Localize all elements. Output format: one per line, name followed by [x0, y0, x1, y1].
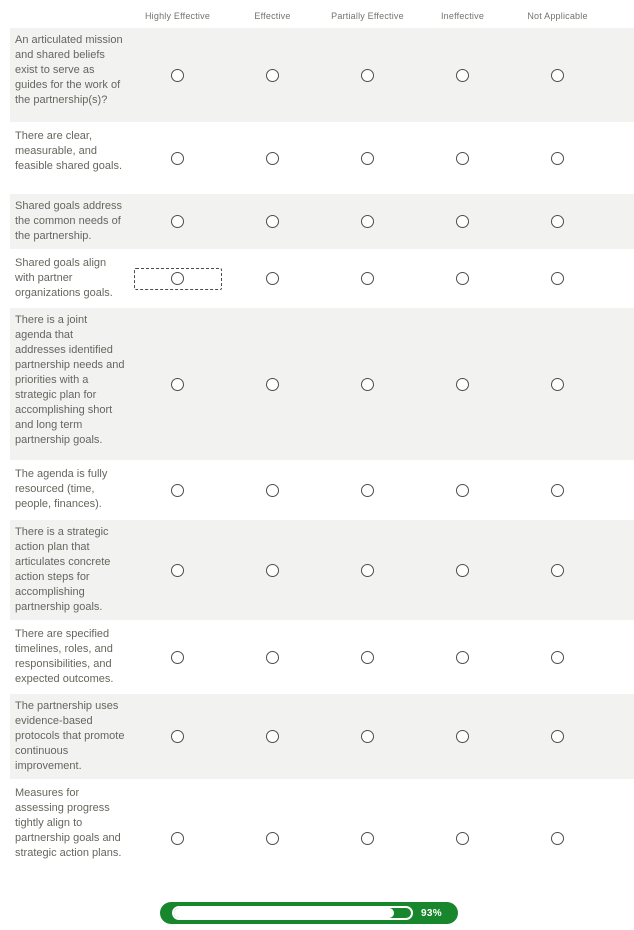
radio-button[interactable] — [456, 484, 469, 497]
radio-cell — [320, 622, 415, 692]
radio-button[interactable] — [456, 215, 469, 228]
radio-button[interactable] — [266, 152, 279, 165]
radio-button[interactable] — [361, 152, 374, 165]
radio-button-focused[interactable] — [171, 272, 184, 285]
radio-cell — [510, 520, 605, 620]
radio-button[interactable] — [171, 730, 184, 743]
question-label: There is a joint agenda that addresses identified partnership needs and priorities with a strategic plan for accomplishing short and long term partnership goals. — [15, 314, 125, 446]
radio-cell — [415, 462, 510, 518]
radio-button[interactable] — [456, 730, 469, 743]
radio-cell — [130, 308, 225, 460]
radio-button[interactable] — [171, 378, 184, 391]
radio-cell — [510, 308, 605, 460]
row-label-spacer — [10, 21, 130, 28]
radio-cell — [510, 462, 605, 518]
radio-cell — [510, 194, 605, 249]
radio-cell — [415, 308, 510, 460]
table-row — [10, 462, 634, 518]
radio-cell — [415, 694, 510, 779]
radio-cell — [320, 28, 415, 122]
radio-button[interactable] — [551, 651, 564, 664]
column-header-effective: Effective — [254, 11, 291, 21]
radio-button[interactable] — [266, 832, 279, 845]
radio-button[interactable] — [551, 832, 564, 845]
radio-cell — [415, 251, 510, 306]
radio-cell — [130, 694, 225, 779]
radio-cell — [320, 124, 415, 192]
radio-cell — [225, 124, 320, 192]
radio-cell — [130, 251, 225, 306]
radio-button[interactable] — [456, 651, 469, 664]
progress-percent-label: 93% — [421, 907, 442, 919]
table-row — [10, 194, 634, 249]
radio-button[interactable] — [551, 564, 564, 577]
radio-cell — [510, 622, 605, 692]
radio-cell — [415, 28, 510, 122]
table-row — [10, 622, 634, 692]
radio-button[interactable] — [456, 564, 469, 577]
radio-cell — [510, 28, 605, 122]
radio-cell — [225, 622, 320, 692]
column-header-partially-effective: Partially Effective — [331, 11, 404, 21]
radio-button[interactable] — [266, 484, 279, 497]
radio-cell — [415, 194, 510, 249]
radio-button[interactable] — [456, 378, 469, 391]
radio-button[interactable] — [551, 730, 564, 743]
radio-button[interactable] — [361, 378, 374, 391]
radio-cell — [320, 520, 415, 620]
question-label: The agenda is fully resourced (time, people, finances). — [15, 468, 108, 510]
radio-cell — [415, 520, 510, 620]
question-label: The partnership uses evidence-based protocols that promote continuous improvement. — [15, 700, 125, 772]
table-row — [10, 251, 634, 306]
column-header-ineffective: Ineffective — [440, 11, 485, 21]
radio-button[interactable] — [456, 152, 469, 165]
radio-button[interactable] — [171, 69, 184, 82]
radio-button[interactable] — [551, 272, 564, 285]
radio-button[interactable] — [361, 272, 374, 285]
table-row — [10, 781, 634, 896]
radio-button[interactable] — [266, 69, 279, 82]
radio-cell — [320, 781, 415, 896]
radio-cell — [225, 694, 320, 779]
radio-button[interactable] — [171, 651, 184, 664]
radio-button[interactable] — [266, 651, 279, 664]
question-label: There are specified timelines, roles, and responsibilities, and expected outcomes. — [15, 628, 114, 685]
table-row — [10, 124, 634, 192]
radio-cell — [320, 308, 415, 460]
radio-button[interactable] — [456, 832, 469, 845]
radio-button[interactable] — [551, 215, 564, 228]
table-row — [10, 520, 634, 620]
radio-cell — [130, 194, 225, 249]
question-label: Shared goals align with partner organizations goals. — [15, 257, 113, 299]
radio-cell — [415, 781, 510, 896]
table-row — [10, 308, 634, 460]
table-row — [10, 694, 634, 779]
radio-button[interactable] — [551, 378, 564, 391]
radio-button[interactable] — [551, 484, 564, 497]
radio-cell — [510, 251, 605, 306]
radio-cell — [225, 462, 320, 518]
radio-cell — [510, 124, 605, 192]
radio-cell — [225, 28, 320, 122]
radio-button[interactable] — [266, 730, 279, 743]
radio-cell — [130, 124, 225, 192]
radio-button[interactable] — [266, 378, 279, 391]
radio-button[interactable] — [361, 215, 374, 228]
radio-button[interactable] — [456, 69, 469, 82]
radio-button[interactable] — [361, 484, 374, 497]
radio-cell — [415, 124, 510, 192]
question-label: An articulated mission and shared beliefs exist to serve as guides for the work of the partnership(s)? — [15, 34, 123, 106]
radio-cell — [320, 251, 415, 306]
radio-button[interactable] — [361, 832, 374, 845]
radio-cell — [130, 462, 225, 518]
table-row — [10, 28, 634, 122]
radio-button[interactable] — [171, 215, 184, 228]
progress-fill — [174, 908, 394, 918]
question-label: There is a strategic action plan that articulates concrete action steps for accomplishing partnership goals. — [15, 526, 111, 613]
radio-cell — [130, 781, 225, 896]
radio-button[interactable] — [266, 564, 279, 577]
radio-cell — [225, 194, 320, 249]
column-header-highly-effective: Highly Effective — [144, 11, 211, 21]
radio-button[interactable] — [171, 152, 184, 165]
radio-button[interactable] — [171, 484, 184, 497]
radio-button[interactable] — [361, 564, 374, 577]
radio-cell — [415, 622, 510, 692]
radio-button[interactable] — [551, 69, 564, 82]
radio-cell — [510, 781, 605, 896]
question-label: Shared goals address the common needs of the partnership. — [15, 200, 123, 242]
radio-button[interactable] — [361, 69, 374, 82]
progress-track — [172, 906, 413, 920]
radio-cell — [130, 520, 225, 620]
radio-button[interactable] — [266, 272, 279, 285]
question-label: There are clear, measurable, and feasible shared goals. — [15, 130, 123, 172]
radio-button[interactable] — [361, 730, 374, 743]
radio-button[interactable] — [171, 564, 184, 577]
matrix-header-row — [10, 0, 634, 28]
radio-cell — [130, 28, 225, 122]
radio-cell — [225, 251, 320, 306]
radio-button[interactable] — [551, 152, 564, 165]
radio-cell — [320, 194, 415, 249]
radio-cell — [225, 520, 320, 620]
radio-cell — [320, 694, 415, 779]
radio-cell — [130, 622, 225, 692]
question-label: Measures for assessing progress tightly align to partnership goals and strategic action plans. — [15, 787, 122, 859]
radio-button[interactable] — [456, 272, 469, 285]
radio-button[interactable] — [171, 832, 184, 845]
radio-cell — [320, 462, 415, 518]
focused-radio-outline — [134, 268, 222, 290]
radio-cell — [225, 781, 320, 896]
radio-button[interactable] — [361, 651, 374, 664]
radio-cell — [510, 694, 605, 779]
radio-button[interactable] — [266, 215, 279, 228]
column-header-not-applicable: Not Applicable — [527, 11, 588, 21]
radio-cell — [225, 308, 320, 460]
